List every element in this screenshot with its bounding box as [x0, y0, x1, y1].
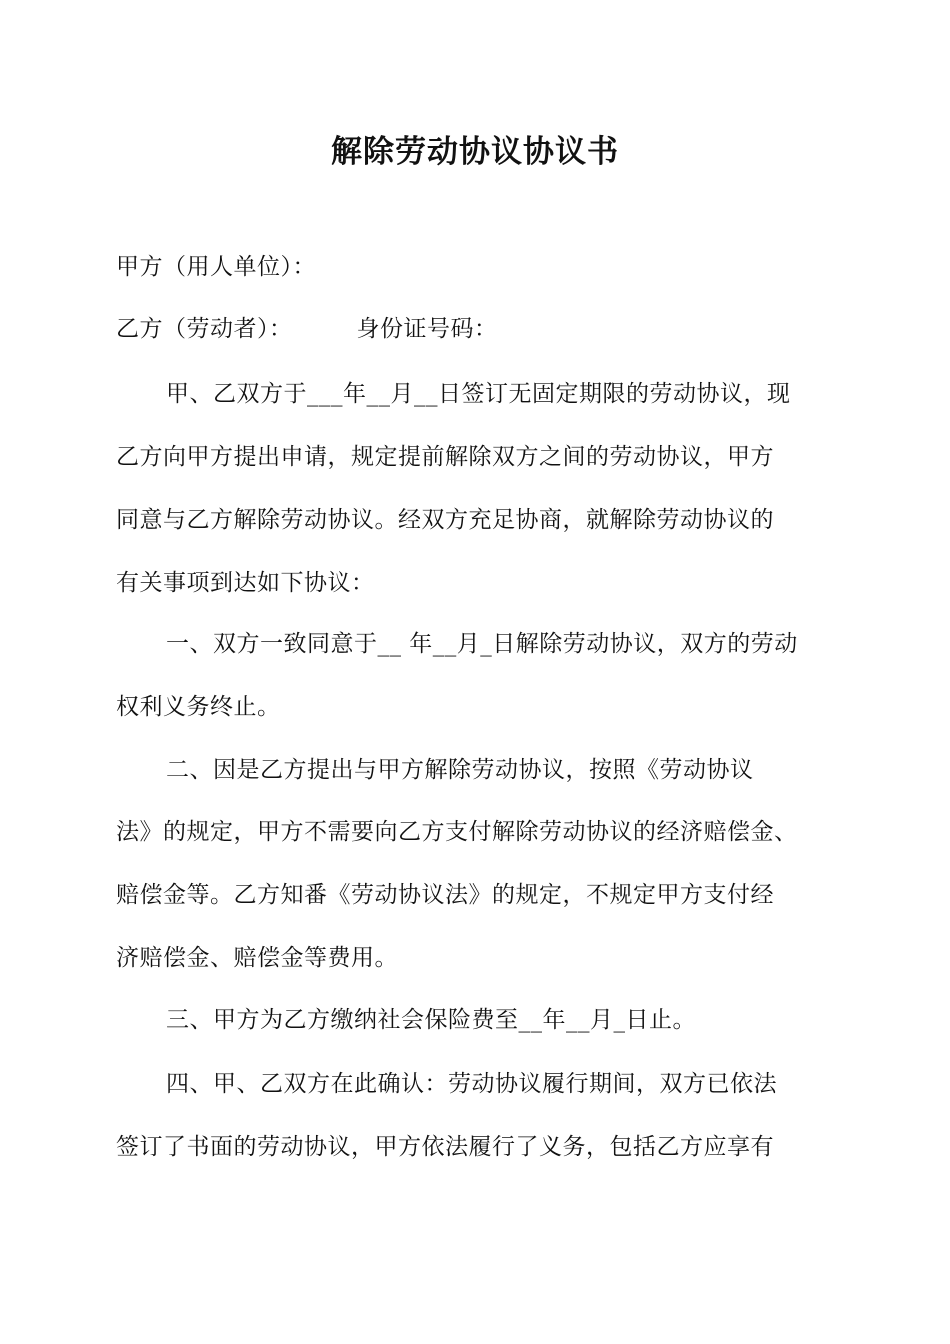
party-b-label: 乙方（劳动者）： [116, 316, 293, 342]
party-b-line [116, 312, 498, 346]
body-line-1: 甲、乙双方于___年__月__日签订无固定期限的劳动协议，现 [166, 381, 791, 407]
document-title: 解除劳动协议协议书 [331, 134, 619, 170]
id-number-label: 身份证号码： [356, 316, 498, 342]
clause-3-line-1: 三、甲方为乙方缴纳社会保险费至__年__月_日止。 [166, 1007, 696, 1033]
clause-2-line-3: 赔偿金等。乙方知番《劳动协议法》的规定，不规定甲方支付经 [116, 882, 774, 908]
clause-2-line-2: 法》的规定，甲方不需要向乙方支付解除劳动协议的经济赔偿金、 [116, 819, 798, 845]
clause-1-line-1: 一、双方一致同意于__ 年__月_日解除劳动协议，双方的劳动 [166, 631, 798, 657]
party-a-line [116, 250, 316, 284]
clause-4-line-2: 签订了书面的劳动协议，甲方依法履行了义务，包括乙方应享有 [116, 1134, 774, 1160]
clause-1-line-2: 权利义务终止。 [116, 694, 281, 720]
clause-2-line-1: 二、因是乙方提出与甲方解除劳动协议，按照《劳动协议 [166, 757, 754, 783]
party-a-label: 甲方（用人单位）： [116, 254, 316, 280]
clause-4-line-1: 四、甲、乙双方在此确认：劳动协议履行期间，双方已依法 [166, 1071, 777, 1097]
body-line-4: 有关事项到达如下协议： [116, 570, 375, 596]
body-line-2: 乙方向甲方提出申请，规定提前解除双方之间的劳动协议，甲方 [116, 444, 774, 470]
clause-2-line-4: 济赔偿金、赔偿金等费用。 [116, 945, 398, 971]
body-line-3: 同意与乙方解除劳动协议。经双方充足协商，就解除劳动协议的 [116, 507, 774, 533]
